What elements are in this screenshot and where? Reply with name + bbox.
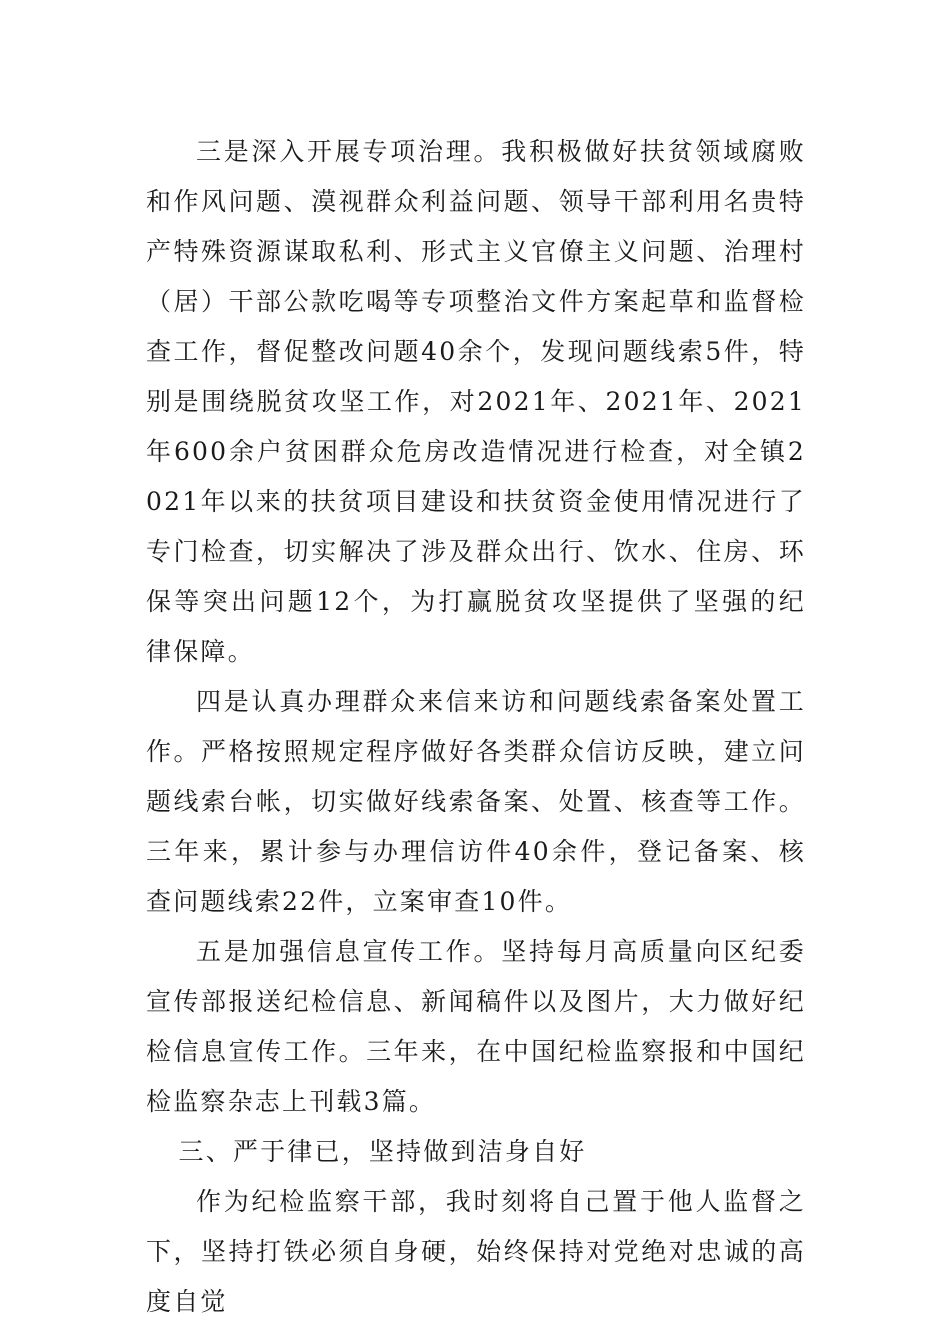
document-body — [146, 127, 806, 1327]
paragraph-special-governance: 三是深入开展专项治理。我积极做好扶贫领域腐败和作风问题、漠视群众利益问题、领导干部利用名贵特产特殊资源谋取私利、形式主义官僚主义问题、治理村（居）干部公款吃喝等专项整治文件方案起草和监督检查工作，督促整改问题40余个，发现问题线索5件，特别是围绕脱贫攻坚工作，对2021年、2021年、2021年600余户贫困群众危房改造情况进行检查，对全镇2021年以来的扶贫项目建设和扶贫资金使用情况进行了专门检查，切实解决了涉及群众出行、饮水、住房、环保等突出问题12个，为打赢脱贫攻坚提供了坚强的纪律保障。 — [146, 137, 806, 666]
section-heading: 三、严于律已，坚持做到洁身自好 — [178, 1137, 587, 1166]
paragraph-publicity: 五是加强信息宣传工作。坚持每月高质量向区纪委宣传部报送纪检信息、新闻稿件以及图片，大力做好纪检信息宣传工作。三年来，在中国纪检监察报和中国纪检监察杂志上刊载3篇。 — [146, 937, 806, 1116]
paragraph-petitions: 四是认真办理群众来信来访和问题线索备案处置工作。严格按照规定程序做好各类群众信访反映，建立问题线索台帐，切实做好线索备案、处置、核查等工作。三年来，累计参与办理信访件40余件，登记备案、核查问题线索22件，立案审查10件。 — [146, 687, 806, 916]
paragraph-self-discipline: 作为纪检监察干部，我时刻将自己置于他人监督之下，坚持打铁必须自身硬，始终保持对党绝对忠诚的高度自觉 — [146, 1187, 806, 1316]
